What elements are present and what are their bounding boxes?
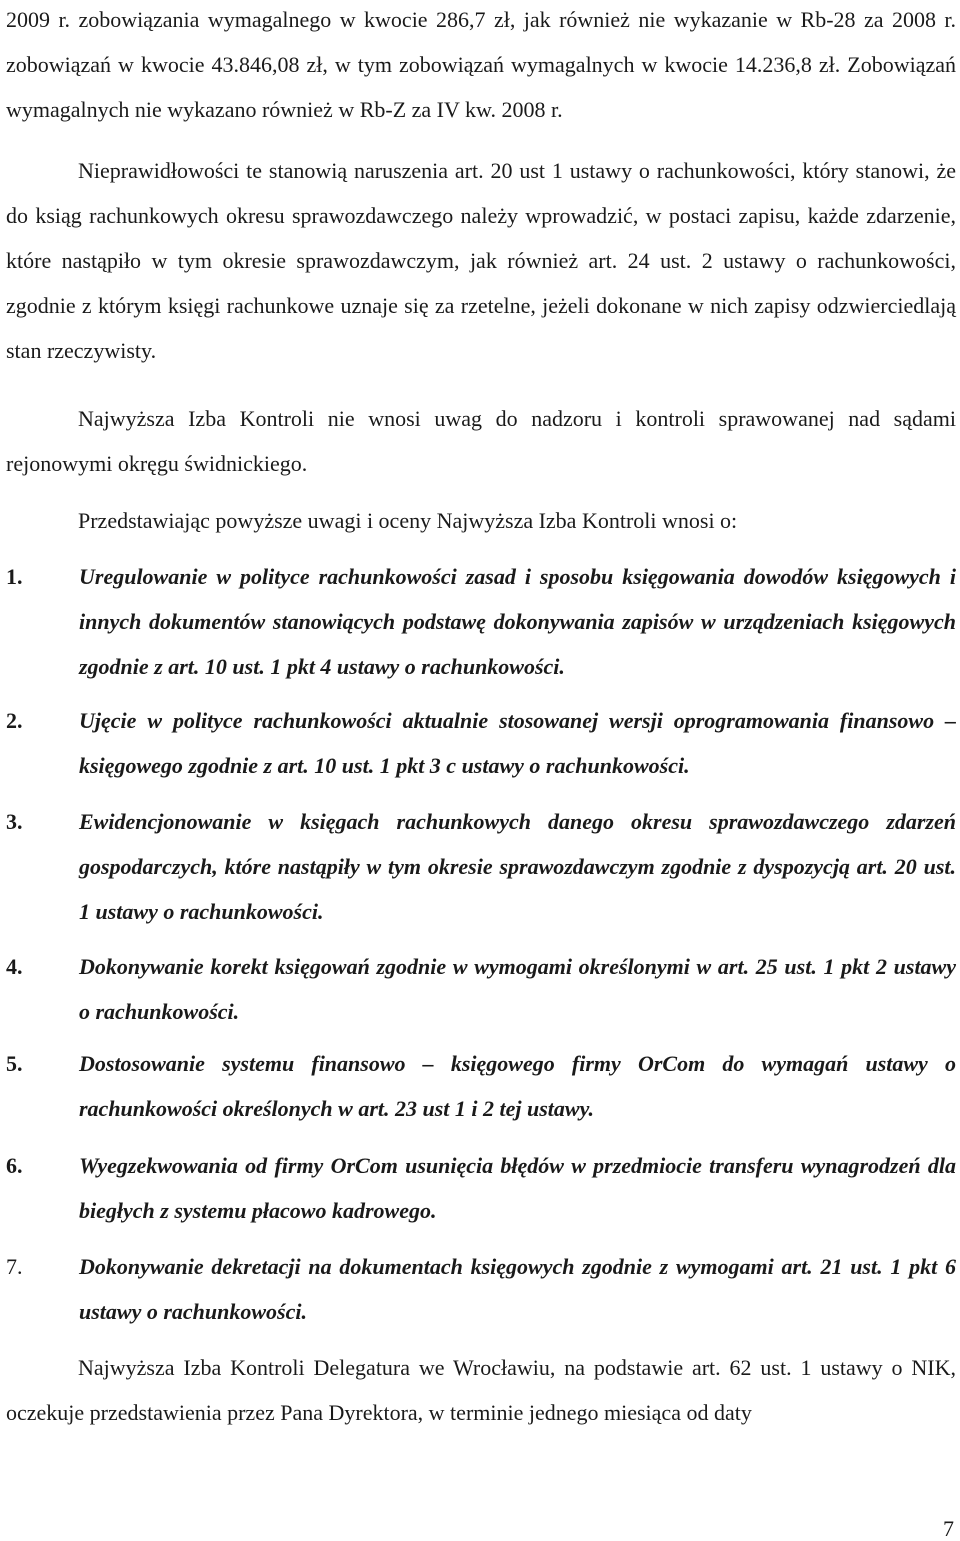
request-text: Dokonywanie korekt księgowań zgodnie w wymogami określonymi w art. 25 ust. 1 pkt 2 ustawy o rachunkowości. xyxy=(79,954,956,1024)
request-number: 5. xyxy=(6,1051,23,1076)
request-text: Wyegzekwowania od firmy OrCom usunięcia błędów w przedmiocie transferu wynagrodzeń dla biegłych z systemu płacowo kadrowego. xyxy=(79,1153,956,1223)
request-number: 6. xyxy=(6,1153,23,1178)
paragraph-no-remarks: Najwyższa Izba Kontroli nie wnosi uwag do nadzoru i kontroli sprawowanej nad sądami rejonowymi okręgu świdnickiego. xyxy=(6,406,956,476)
request-number: 4. xyxy=(6,954,23,979)
request-item-6 xyxy=(6,1143,956,1233)
request-item-1 xyxy=(6,554,956,689)
request-text: Uregulowanie w polityce rachunkowości zasad i sposobu księgowania dowodów księgowych i innych dokumentów stanowiących podstawę dokonywania zapisów w urządzeniach księgowych zgodnie z art. 10 ust. 1 pkt 4 ustawy o rachunkowości. xyxy=(79,564,956,679)
paragraph-reporting-errors: 2009 r. zobowiązania wymagalnego w kwocie 286,7 zł, jak również nie wykazanie w Rb-28 za 2008 r. zobowiązań w kwocie 43.846,08 zł, w tym zobowiązań wymagalnych w kwocie 14.236,8 zł. Zobowiązań wymagalnych nie wykazano również w Rb-Z za IV kw. 2008 r. xyxy=(6,7,956,122)
request-item-4 xyxy=(6,944,956,1034)
paragraph-violations: Nieprawidłowości te stanowią naruszenia art. 20 ust 1 ustawy o rachunkowości, który stanowi, że do ksiąg rachunkowych okresu sprawozdawczego należy wprowadzić, w postaci zapisu, każde zdarzenie, które nastąpiło w tym okresie sprawozdawczym, jak również art. 24 ust. 2 ustawy o rachunkowości, zgodnie z którym księgi rachunkowe uznaje się za rzetelne, jeżeli dokonane w nich zapisy odzwierciedlają stan rzeczywisty. xyxy=(6,158,956,363)
request-text: Dostosowanie systemu finansowo – księgowego firmy OrCom do wymagań ustawy o rachunkowości określonych w art. 23 ust 1 i 2 tej ustawy. xyxy=(79,1051,956,1121)
page-number: 7 xyxy=(943,1516,954,1541)
request-text: Ewidencjonowanie w księgach rachunkowych danego okresu sprawozdawczego zdarzeń gospodarczych, które nastąpiły w tym okresie sprawozdawczym zgodnie z dyspozycją art. 20 ust. 1 ustawy o rachunkowości. xyxy=(79,809,956,924)
request-text: Dokonywanie dekretacji na dokumentach księgowych zgodnie z wymogami art. 21 ust. 1 pkt 6 ustawy o rachunkowości. xyxy=(79,1254,956,1324)
request-number: 7. xyxy=(6,1254,23,1279)
request-number: 3. xyxy=(6,809,23,834)
paragraph-deadline: Najwyższa Izba Kontroli Delegatura we Wrocławiu, na podstawie art. 62 ust. 1 ustawy o NIK, oczekuje przedstawienia przez Pana Dyrektora, w terminie jednego miesiąca od daty xyxy=(6,1355,956,1425)
paragraph-requests-intro: Przedstawiając powyższe uwagi i oceny Najwyższa Izba Kontroli wnosi o: xyxy=(78,508,738,533)
request-item-2 xyxy=(6,698,956,788)
request-item-7 xyxy=(6,1244,956,1334)
request-number: 2. xyxy=(6,708,23,733)
request-number: 1. xyxy=(6,564,23,589)
request-item-3 xyxy=(6,799,956,934)
request-item-5 xyxy=(6,1041,956,1131)
request-text: Ujęcie w polityce rachunkowości aktualnie stosowanej wersji oprogramowania finansowo – księgowego zgodnie z art. 10 ust. 1 pkt 3 c ustawy o rachunkowości. xyxy=(79,708,956,778)
